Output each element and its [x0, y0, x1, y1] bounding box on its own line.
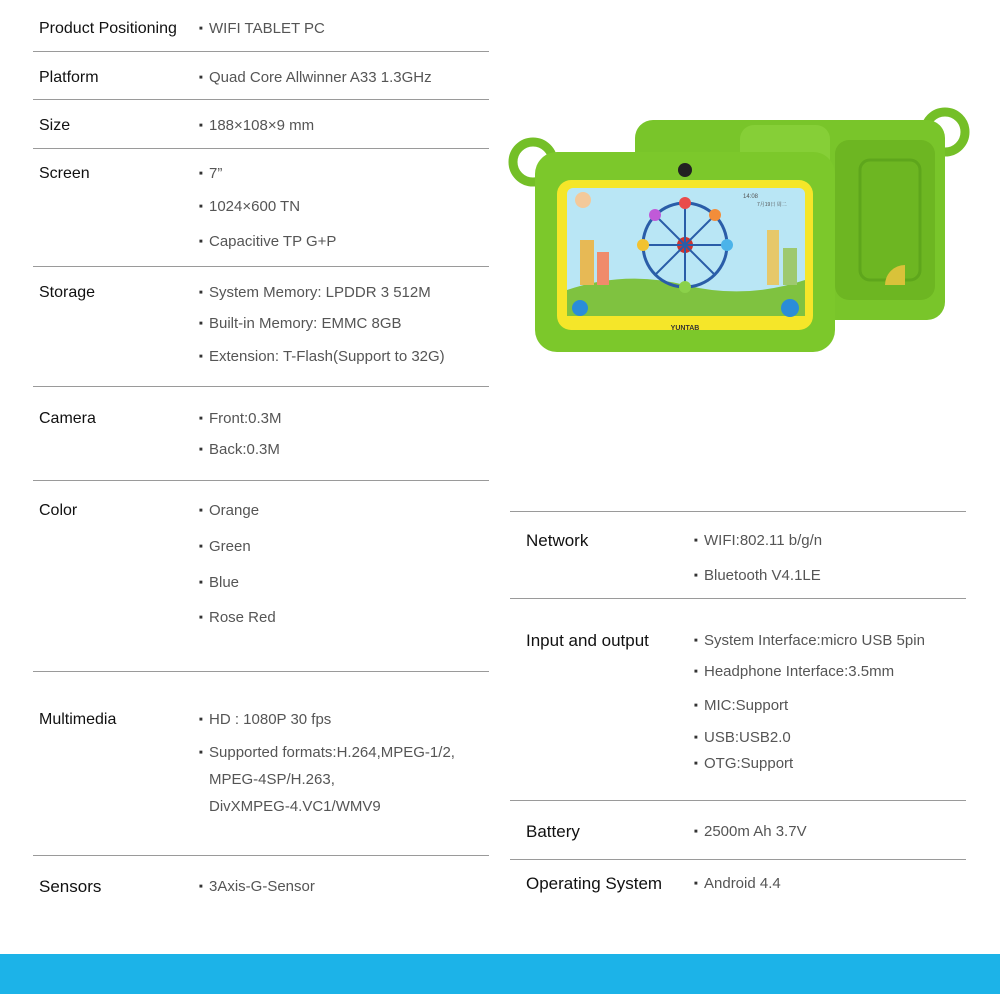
camera-label: Camera [39, 410, 96, 427]
color-value: ■ Blue [209, 574, 239, 591]
divider [33, 99, 489, 100]
color-value: ■ Rose Red [209, 609, 276, 626]
io-value: ■ Headphone Interface:3.5mm [704, 663, 894, 680]
size-value: ■ 188×108×9 mm [209, 117, 314, 134]
status-date: 7月19日 周二 [757, 202, 787, 208]
divider [33, 51, 489, 52]
bottom-accent-bar [0, 954, 1000, 994]
product-positioning-value: ■ WIFI TABLET PC [209, 20, 325, 37]
camera-value: ■ Front:0.3M [209, 410, 282, 427]
divider [33, 386, 489, 387]
divider [33, 855, 489, 856]
storage-value: ■ Extension: T-Flash(Support to 32G) [209, 348, 445, 365]
product-positioning-label: Product Positioning [39, 20, 177, 37]
multimedia-label: Multimedia [39, 711, 117, 728]
network-label: Network [526, 531, 589, 550]
io-value: ■ USB:USB2.0 [704, 729, 791, 746]
status-time: 14:08 [743, 194, 759, 200]
os-value: ■ Android 4.4 [704, 875, 781, 892]
camera-value: ■ Back:0.3M [209, 441, 280, 458]
network-value: ■ Bluetooth V4.1LE [704, 567, 821, 584]
sensors-label: Sensors [39, 877, 102, 896]
screen-label: Screen [39, 165, 90, 182]
io-label: Input and output [526, 631, 649, 650]
io-value: ■ MIC:Support [704, 697, 788, 714]
divider [33, 480, 489, 481]
multimedia-value: ■ Supported formats:H.264,MPEG-1/2, [209, 744, 455, 761]
color-value: ■ Green [209, 538, 251, 555]
storage-label: Storage [39, 284, 96, 301]
platform-label: Platform [39, 69, 99, 86]
screen-value: ■ 7” [209, 165, 222, 182]
color-label: Color [39, 502, 78, 519]
divider [510, 859, 966, 860]
divider [510, 598, 966, 599]
color-value: ■ Orange [209, 502, 259, 519]
screen-value: ■ 1024×600 TN [209, 198, 300, 215]
os-label: Operating System [526, 874, 663, 893]
tablet-product-image [505, 100, 975, 360]
divider [33, 266, 489, 267]
battery-value: ■ 2500m Ah 3.7V [704, 823, 807, 840]
multimedia-value-cont: DivXMPEG-4.VC1/WMV9 [209, 798, 381, 815]
divider [33, 148, 489, 149]
tablet-front-view [513, 142, 835, 352]
network-value: ■ WIFI:802.11 b/g/n [704, 532, 822, 549]
io-value: ■ System Interface:micro USB 5pin [704, 632, 925, 649]
storage-value: ■ System Memory: LPDDR 3 512M [209, 284, 431, 301]
battery-label: Battery [526, 822, 580, 841]
io-value: ■ OTG:Support [704, 755, 793, 772]
platform-value: ■ Quad Core Allwinner A33 1.3GHz [209, 69, 432, 86]
divider [510, 511, 966, 512]
storage-value: ■ Built-in Memory: EMMC 8GB [209, 315, 402, 332]
multimedia-value-cont: MPEG-4SP/H.263, [209, 771, 335, 788]
sensors-value: ■ 3Axis-G-Sensor [209, 878, 315, 895]
brand-logo: YUNTAB [670, 325, 700, 332]
size-label: Size [39, 117, 71, 134]
screen-value: ■ Capacitive TP G+P [209, 233, 336, 250]
divider [33, 671, 489, 672]
divider [510, 800, 966, 801]
multimedia-value: ■ HD : 1080P 30 fps [209, 711, 331, 728]
